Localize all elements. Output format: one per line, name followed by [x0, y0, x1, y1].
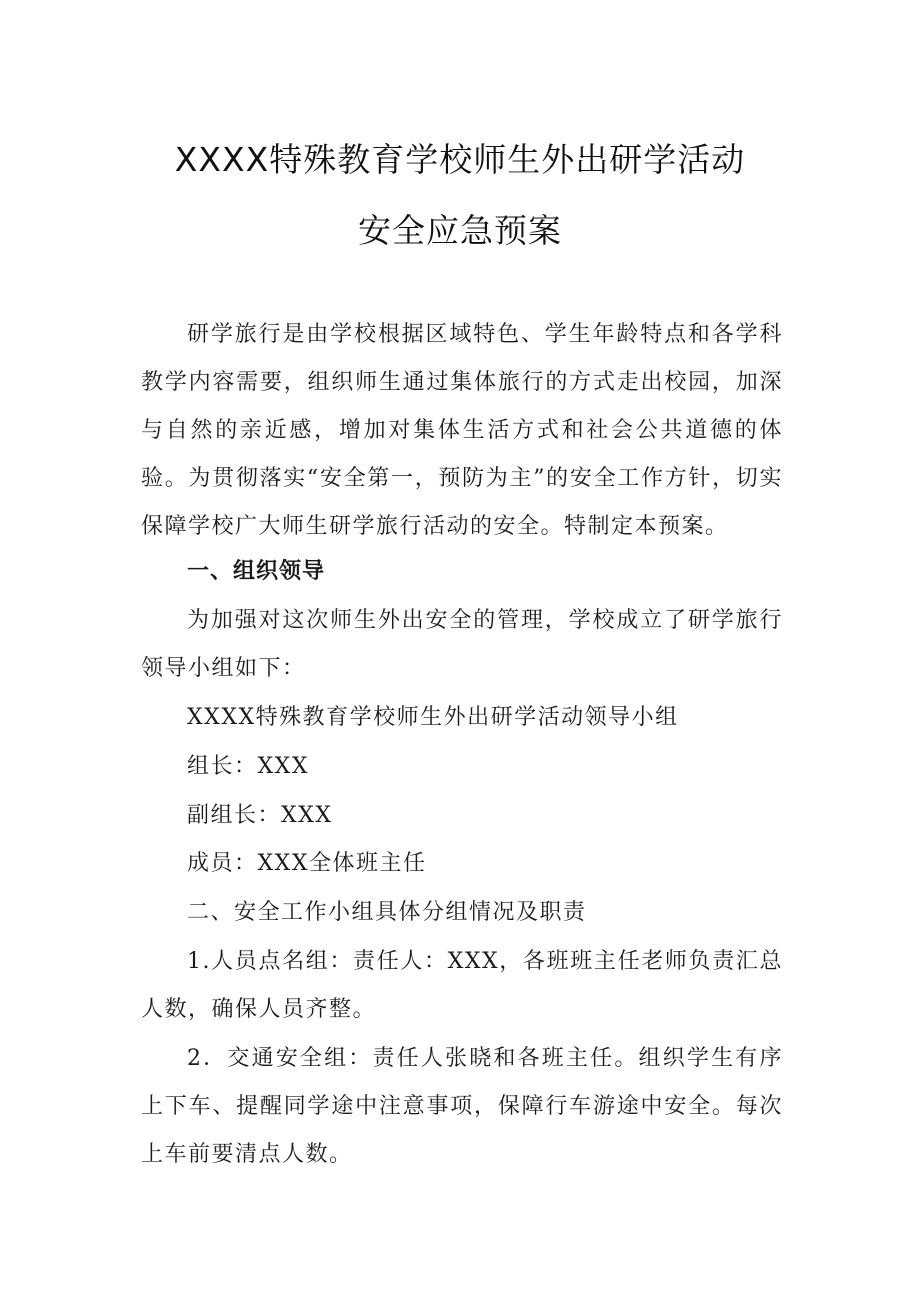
- item2-paragraph: 2．交通安全组：责任人张晓和各班主任。组织学生有序上下车、提醒同学途中注意事项，保障行车游途中安全。每次上车前要清点人数。: [141, 1046, 783, 1167]
- section2-heading: 二、安全工作小组具体分组情况及职责: [187, 900, 587, 925]
- document-title-line1: XXXX特殊教育学校师生外出研学活动: [174, 140, 746, 179]
- group-name: XXXX特殊教育学校师生外出研学活动领导小组: [187, 705, 679, 730]
- section1-paragraph: 为加强对这次师生外出安全的管理，学校成立了研学旅行领导小组如下：: [141, 608, 783, 681]
- section1-heading: 一、组织领导: [187, 559, 326, 584]
- document-title-line2: 安全应急预案: [358, 211, 562, 250]
- members-line: 成员：XXX全体班主任: [187, 851, 427, 876]
- leader-line: 组长：XXX: [187, 754, 309, 779]
- item1-paragraph: 1.人员点名组：责任人：XXX，各班班主任老师负责汇总人数，确保人员齐整。: [141, 949, 783, 1022]
- deputy-leader-line: 副组长：XXX: [187, 803, 333, 828]
- intro-paragraph: 研学旅行是由学校根据区域特色、学生年龄特点和各学科教学内容需要，组织师生通过集体旅行的方式走出校园，加深与自然的亲近感，增加对集体生活方式和社会公共道德的体验。为贯彻落实“安全第一，预防为主”的安全工作方针，切实保障学校广大师生研学旅行活动的安全。特制定本预案。: [141, 322, 783, 539]
